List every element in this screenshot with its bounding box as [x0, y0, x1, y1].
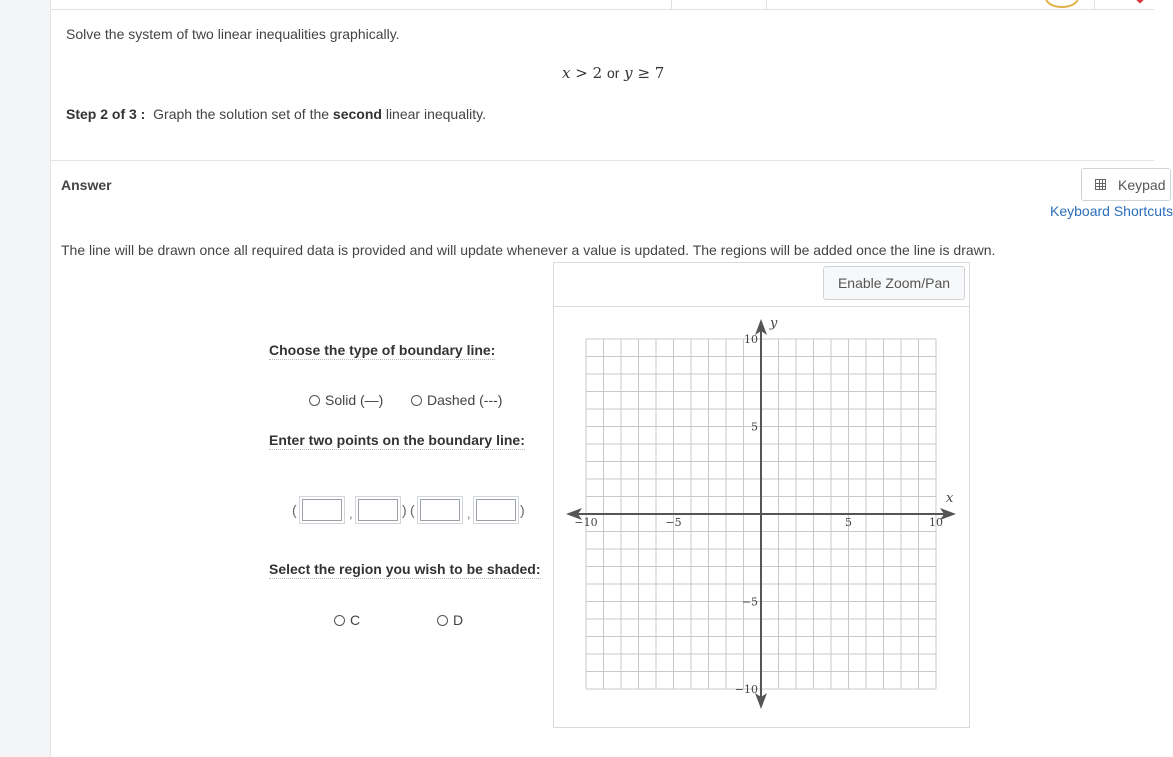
answer-heading: Answer — [61, 177, 112, 193]
graph-instructions-note: The line will be drawn once all required data is provided and will update whenever a value is updated. The regions will be added once the line is drawn. — [61, 242, 996, 258]
y-axis-label: y — [770, 316, 778, 331]
x-tick-label: −5 — [665, 516, 682, 529]
y-tick-label: −10 — [734, 683, 758, 696]
x-tick-label: 10 — [929, 516, 943, 529]
top-toolbar-strip — [51, 0, 1154, 10]
paren-open-2: ( — [410, 502, 415, 518]
point2-x-input[interactable] — [420, 499, 460, 521]
keypad-label: Keypad — [1118, 177, 1166, 193]
dashed-radio[interactable] — [411, 395, 422, 406]
solid-radio[interactable] — [309, 395, 320, 406]
y-tick-label: 5 — [751, 420, 758, 434]
region-c-option[interactable]: C — [334, 612, 360, 628]
region-d-option[interactable]: D — [437, 612, 463, 628]
coin-icon — [1045, 0, 1079, 8]
problem-instruction: Solve the system of two linear inequalities graphically. — [66, 26, 400, 42]
y-tick-label: 10 — [744, 333, 758, 346]
alert-icon — [1134, 0, 1145, 4]
enable-zoom-pan-button[interactable]: Enable Zoom/Pan — [823, 266, 965, 300]
left-gutter — [0, 0, 51, 757]
comma-2: , — [467, 506, 471, 521]
point2-y-input[interactable] — [476, 499, 516, 521]
dashed-option[interactable]: Dashed (---) — [411, 392, 502, 408]
solid-option[interactable]: Solid (—) — [309, 392, 383, 408]
region-heading: Select the region you wish to be shaded: — [269, 561, 541, 577]
step-label: Step 2 of 3 : — [66, 106, 146, 122]
problem-equation: x > 2 or y ≥ 7 — [562, 64, 665, 82]
region-d-radio[interactable] — [437, 615, 448, 626]
x-tick-label: −10 — [574, 516, 598, 529]
boundary-type-heading: Choose the type of boundary line: — [269, 342, 496, 358]
paren-open-1: ( — [292, 502, 297, 518]
calculator-icon — [1095, 179, 1106, 190]
x-tick-label: 5 — [845, 516, 852, 529]
y-tick-label: −5 — [741, 595, 758, 609]
paren-close-2: ) — [520, 502, 525, 518]
step-description: Step 2 of 3 : Graph the solution set of the second linear inequality. — [66, 106, 486, 122]
region-c-radio[interactable] — [334, 615, 345, 626]
point1-x-input[interactable] — [302, 499, 342, 521]
axes — [566, 319, 956, 709]
point1-y-input[interactable] — [358, 499, 398, 521]
keypad-button[interactable] — [1081, 168, 1171, 201]
x-axis-label: x — [946, 491, 954, 506]
keyboard-shortcuts-link[interactable]: Keyboard Shortcuts — [1050, 203, 1173, 219]
section-divider — [51, 160, 1154, 161]
boundary-points-heading: Enter two points on the boundary line: — [269, 432, 525, 448]
comma-1: , — [349, 506, 353, 521]
tick-labels — [574, 316, 954, 696]
coordinate-plane[interactable] — [553, 306, 970, 726]
paren-close-1: ) — [402, 502, 407, 518]
